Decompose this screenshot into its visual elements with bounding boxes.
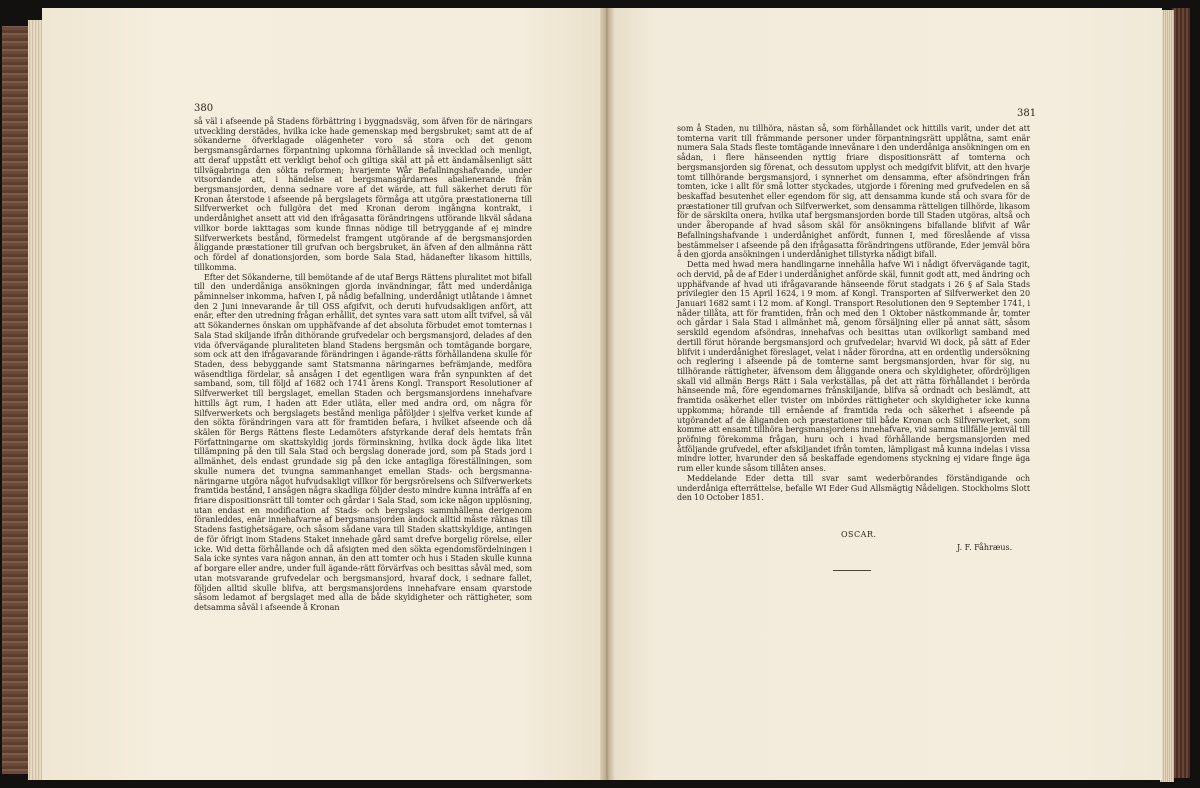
closing-rule bbox=[833, 570, 871, 571]
paragraph: så väl i afseende på Stadens förbättring i byggnadsväg, som äfven för de näringars utveckling derstädes, hvilka icke hade gemenskap med bergsbruket; samt att de af sökanderne öfverklagade olägenheter voro så stora och det genom bergsmansgårdarnes förpantning upkomna förhållande så invecklad och menligt, att deraf uppstått ett verkligt behof och giltiga skäl att på ett ändamålsenligt sätt tillvägabringa den sökta reformen; hvarjemte Wår Befallningshafvande, under vitsordande att, i händelse at bergsmansgårdarnes abalienerande från bergsmansjorden, denna sednare vore af det wärde, att full säkerhet deruti för Kronan återstode i afseende på bergslagets förmåga att utgöra præstationerna till Silfverwerket och fullgöra det med Kronan derom ingångna kontrakt, i underdånighet ansett att vid den ifrågasatta förändringens utförande likväl sådana villkor borde iakttagas som kunde finnas nödige till betryggande af ej mindre Silfverwerkets bestånd, förmedelst framgent utgörande af de bergsmansjorden åliggande præstationer till grufvan och bergsbruket, än äfven af den allmänna rätt och fördel af donationsjorden, som borde Sala Stad, hädanefter likasom hittills, tillkomma. bbox=[194, 117, 532, 272]
book-gutter bbox=[600, 8, 614, 780]
paragraph: Efter det Sökanderne, till bemötande af de utaf Bergs Rättens pluralitet mot bifall till den underdåniga ansökningen gjorda invändningar, fått med underdåniga påminnelser inkomma, hafven I, på nådig befallning, underdånigt utlåtande i ämnet den 2 Juni innevarande år till OSS afgifvit, och deruti hufvudsakligen anfört, att enär, efter den utredning frågan erhållit, det syntes vara satt utom allt tvifvel, så väl att Sökandernes önskan om upphäfvande af det absoluta förbudet emot tomternas i Sala Stad skiljande ifrån dithörande grufvedelar och bergsmansjord, delades af den vida öfvervägande pluraliteten bland Stadens bergsmän och tomtägande borgare, som ock att den ifrågavarande förändringen i ägande-rätts förhållandena skulle för Staden, dess bebyggande samt Statsmanna näringarnes befrämjande, medföra wäsendtliga fördelar, så ansågen I det egentligen wara från synpunkten af det samband, som, till följd af 1682 och 1741 årens Kongl. Transport Resolutioner af Silfverwerket till bergslaget, emellan Staden och bergsmansjordens innehafvare hittills ägt rum, I haden att Eder utläta, eller med andra ord, om några för Silfverwerkets och bergslagets bestånd menliga påföljder i sjelfva verket kunde af den sökta förändringen vara att för framtiden befara, i hvilket afseende och då skälen för Bergs Rättens fleste Ledamöters afstyrkande deraf dels hemtats från Författningarne om skattskyldig jords förminskning, hvilka dock ägde lika litet tillämpning på den till Sala Stad och bergslag donerade jord, som på Stads jord i allmänhet, dels endast grundade sig på den icke antagliga föreställningen, som skulle numera det tvungna sammanhanget emellan Stads- och bergsmanna- näringarne utgöra något hufvudsakligt villkor för bergsrörelsens och Silfverwerkets framtida bestånd, I ansågen några skadliga följder desto mindre kunna inträffa af en friare dispositionsrätt till tomter och gårdar i Sala Stad, som icke någon upplösning, utan endast en modification af Stads- och bergslags sammhällena derigenom föranleddes, enär innehafvarne af bergsmansjorden ändock alltid måste räknas till Stadens fastighetsägare, och såsom sådane vara till Staden skattskyldige, antingen de för öfrigt inom Stadens Staket innehade gård samt drefve borgelig rörelse, eller icke. Wid detta förhållande och då afsigten med den sökta egendomsfördelningen i Sala icke syntes vara någon annan, än den att tomter och hus i Staden skulle kunna af borgare eller andre, under full ägande-rätt förvärfvas och besittas såväl med, som utan motsvarande grufvedelar och bergsmansjord, hvaraf dock, i sednare fallet, följden alltid skulle blifva, att bergsmansjordens innehafvare ensam qvarstode såsom ledamot af bergslaget med alla de både skyldigheter och rättigheter, som detsamma såväl i afseende å Kronan bbox=[194, 272, 532, 612]
page-stack-right bbox=[1160, 10, 1174, 782]
signature-king: OSCAR. bbox=[841, 530, 877, 539]
paragraph: Detta med hwad mera handlingarne innehålla hafve Wi i nådigt öfvervägande tagit, och dervid, på de af Eder i underdånighet anförde skäl, funnit godt att, med ändring och upphäfvande af hvad uti ifrågavarande hänseende förut stadgats i 26 § af Sala Stads privilegier den 15 April 1624, i 9 mom. af Kongl. Transporten af Silfverwerket den 20 Januari 1682 samt i 12 mom. af Kongl. Transport Resolutionen den 9 September 1741, i nåder tillåta, att för framtiden, från och med den 1 Oktober nästkommande år, tomter och gårdar i Sala Stad i allmänhet må, genom försäljning eller på annat sätt, såsom serskild egendom afsöndras, innehafvas och besittas utan ovilkorligt samband med dertill förut hörande bergsmansjord och grufvedelar; hvarvid Wi dock, på sätt af Eder blifvit i underdånighet föreslaget, velat i nåder förordna, att en ordentlig undersökning och reglering i afseende på de tomterne samt bergsmansjorden, hvar för sig, nu tillhörande rättigheter, äfvensom dem åliggande onera och skyldigheter, ofördröjligen skall vid allmän Bergs Rätt i Sala verkställas, på det att rätta förhållandet i berörda hänseende må, före egendomarnes frånskiljande, blifva så ordnadt och beslämdt, att framtida osäkerhet eller tvister om inbördes rättigheter och skyldigheter icke kunna uppkomma; hörande till ernående af framtida reda och säkerhet i afseende på utgörandet af de åliganden och præstationer till både Kronan och Silfverwerket, som komme att ensamt tillhöra bergsmansjordens innehafvare, vid samma tillfälle jemväl till pröfning förekomma frågan, huru och i hvad förhållande bergsmansjorden med åtföljande grufvedel, efter afskiljandet ifrån tomten, lämpligast må kunna indelas i vissa mindre lotter, hvarunder den så beskaffade egendomens styckning ej vidare finge äga rum eller kunde såsom tillåten anses. bbox=[677, 260, 1030, 474]
book-cover-left-edge bbox=[2, 26, 28, 774]
page-number-left: 380 bbox=[194, 103, 214, 114]
paragraph: som å Staden, nu tillhöra, nästan så, som förhållandet ock hittills varit, under det att tomterna varit till främmande personer under förpantningsrätt upplåtna, samt enär numera Sala Stads fleste tomtägande innevånare i den underdåniga ansökningen om en sådan, i flere hänseenden nyttig friare dispositionsrätt af tomterna och bergsmansjorden sig förenat, och dessutom upplyst och medgifvit blifvit, att den hvarje tomt tillhörande bergsmansjord, i synnerhet om densamma, efter afsöndringen från tomten, icke i allt för små lotter styckades, utgjorde i förening med grufvedelen en så beskaffad besutenhet eller egendom för sig, att densamma kunde stå och svara för de præstationer till grufvan och Silfverwerket, som densamma rätteligen tillhörde, likasom för de särskilta onera, hvilka utaf bergsmansjorden borde till Staden utgöras, altså och under åberopande af hvad såsom skäl för ansökningens bifallande blifvit af Wår Befallningshafvande i underdånighet anfördt, funnen I, med föreslående af vissa bestämmelser i afseende på den ifrågasatta förändringens utförande, Eder jemväl böra å den gjorda ansökningen i underdånighet tillstyrka nådigt bifall. bbox=[677, 124, 1030, 260]
page-number-right: 381 bbox=[1017, 108, 1037, 119]
left-page-text bbox=[194, 117, 532, 613]
signature-secretary: J. F. Fåhræus. bbox=[957, 543, 1013, 552]
paragraph: Meddelande Eder detta till svar samt wederbörandes förständigande och underdåniga efterrättelse, befalle WI Eder Gud Allsmägtig Nådeligen. Stockholms Slott den 10 October 1851. bbox=[677, 473, 1030, 503]
right-page-text bbox=[677, 124, 1030, 503]
book-cover-right-edge bbox=[1172, 8, 1190, 778]
